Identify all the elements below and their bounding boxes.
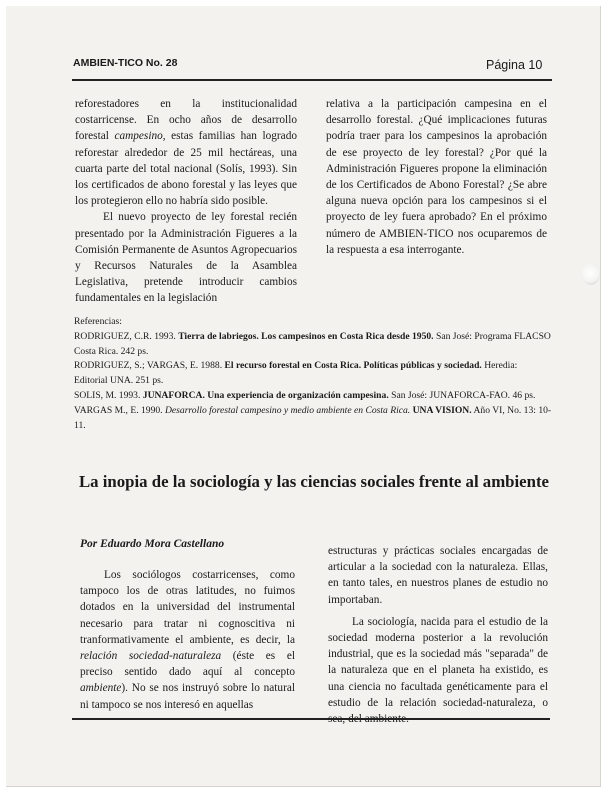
article-byline: Por Eduardo Mora Castellano [80,538,225,550]
binder-hole [582,263,600,285]
paragraph: relativa a la participación campesina en el desarrollo forestal. ¿Qué implicaciones futuras podría traer para los campesinos la aprobación de ese proyecto de ley forestal? ¿Por qué la Administración Figueres propone la eliminación de los Certificados de Abono Forestal? ¿Se abre alguna nueva opción para los campesinos si el proyecto de ley fuera aprobado? En el próximo número de AMBIEN-TICO nos ocuparemos de la respuesta a esa interrogante. [326,98,547,256]
top-article-column-1 [75,96,297,307]
article-column-1 [80,567,295,713]
reference-item: RODRIGUEZ, C.R. 1993. Tierra de labriegos. Los campesinos en Costa Rica desde 1950. San José: Programa FLACSO Costa Rica. 242 ps. [74,330,551,357]
paragraph: estructuras y prácticas sociales encargadas de articular a la sociedad con la naturaleza. Ellas, en tanto tales, en nuestros planes de estudio no importaban. [328,545,548,606]
reference-item: RODRIGUEZ, S.; VARGAS, E. 1988. El recurso forestal en Costa Rica. Políticas públicas y sociedad. Heredia: Editorial UNA. 251 ps. [74,360,518,387]
article-title: La inopia de la sociología y las ciencias sociales frente al ambiente [78,472,549,491]
reference-item: VARGAS M., E. 1990. Desarrollo forestal campesino y medio ambiente en Costa Rica. UNA VISION. Año VI, No. 13: 10-11. [74,404,552,431]
top-article-column-2 [326,96,547,258]
article-column-2 [328,543,548,727]
scanned-page [6,6,601,787]
reference-item: SOLIS, M. 1993. JUNAFORCA. Una experiencia de organización campesina. San José: JUNAFORCA-FAO. 46 ps. [74,389,536,401]
references-heading: Referencias: [74,316,122,327]
paragraph: reforestadores en la institucionalidad costarricense. En ocho años de desarrollo forestal campesino, estas familias han logrado reforestar alrededor de 25 mil hectáreas, una cuarta parte del total nacional (Solís, 1993). Sin los certificados de abono forestal y las leyes que los protegieron ello no habría sido posible. [75,98,297,208]
publication-title: AMBIEN-TICO No. 28 [73,57,178,69]
page-number: Página 10 [486,58,543,72]
footer-rule [72,718,550,720]
paragraph: El nuevo proyecto de ley forestal recién presentado por la Administración Figueres a la Comisión Permanente de Asuntos Agropecuarios y Recursos Naturales de la Asamblea Legislativa, pretende introducir cambios fundamentales en la legislación [75,211,297,305]
references [74,315,552,433]
paragraph: Los sociólogos costarricenses, como tampoco los de otras latitudes, no fuimos dotados en la universidad del instrumental necesario para tratar ni cognoscitiva ni tranformativamente el ambiente, es decir, la relación sociedad-naturaleza (éste es el preciso sentido dado aquí al concepto ambiente). No se nos instruyó sobre lo natural ni tampoco se nos interesó en aquellas [80,569,295,711]
paragraph: La sociología, nacida para el estudio de la sociedad moderna posterior a la revolución industrial, que es la sociedad más "separada" de la naturaleza que en el planeta ha existido, es una ciencia no facultada genéticamente para el estudio de la relación sociedad-naturaleza, o [328,615,548,709]
header-rule [72,79,552,81]
